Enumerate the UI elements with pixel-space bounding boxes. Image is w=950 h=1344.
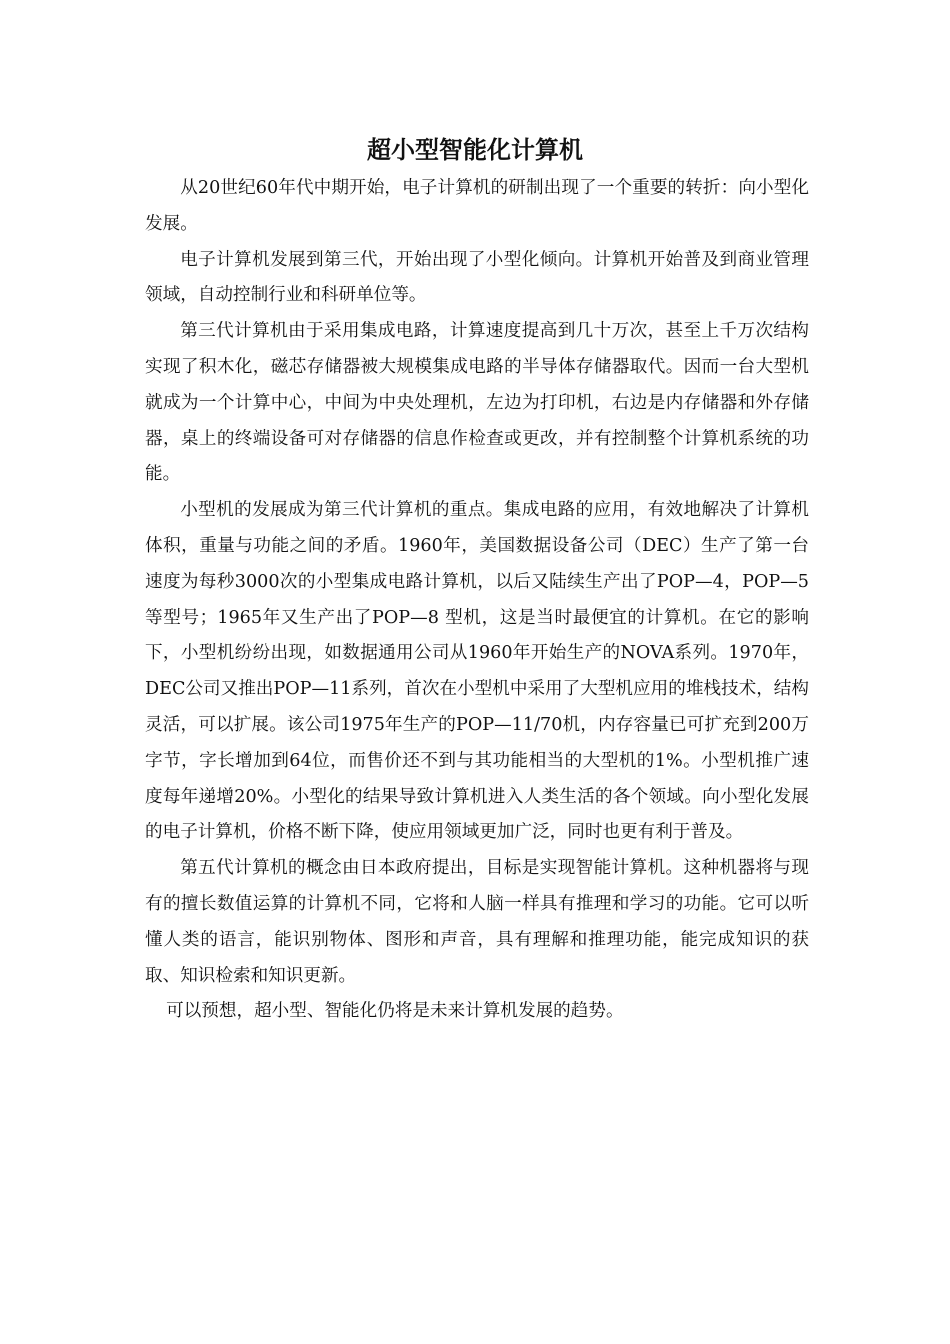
paragraph-3: 第三代计算机由于采用集成电路，计算速度提高到几十万次，甚至上千万次结构实现了积木化，磁芯存储器被大规模集成电路的半导体存储器取代。因而一台大型机就成为一个计算中心，中间为中央处理机，左边为打印机，右边是内存储器和外存储器，桌上的终端设备可对存储器的信息作检查或更改，并有控制整个计算机系统的功能。 xyxy=(145,321,809,485)
document-body xyxy=(145,171,809,1030)
document-title: 超小型智能化计算机 xyxy=(367,135,583,164)
paragraph-2: 电子计算机发展到第三代，开始出现了小型化倾向。计算机开始普及到商业管理领域，自动控制行业和科研单位等。 xyxy=(145,249,809,306)
paragraph-5: 第五代计算机的概念由日本政府提出，目标是实现智能计算机。这种机器将与现有的擅长数值运算的计算机不同，它将和人脑一样具有推理和学习的功能。它可以听懂人类的语言，能识别物体、图形和声音，具有理解和推理功能，能完成知识的获取、知识检索和知识更新。 xyxy=(145,858,809,986)
paragraph-1: 从20世纪60年代中期开始，电子计算机的研制出现了一个重要的转折：向小型化发展。 xyxy=(145,178,809,234)
paragraph-6: 可以预想，超小型、智能化仍将是未来计算机发展的趋势。 xyxy=(166,1001,624,1022)
paragraph-4: 小型机的发展成为第三代计算机的重点。集成电路的应用，有效地解决了计算机体积，重量与功能之间的矛盾。1960年，美国数据设备公司（DEC）生产了第一台速度为每秒3000次的小型集成电路计算机，以后又陆续生产出了POP—4，POP—5等型号；1965年又生产出了POP—8 型机，这是当时最便宜的计算机。在它的影响下，小型机纷纷出现，如数据通用公司从1960年开始生产的NOVA系列。1970年，DEC公司又推出POP—11系列，首次在小型机中采用了大型机应用的堆栈技术，结构灵活，可以扩展。该公司1975年生产的POP—11/70机，内存容量已可扩充到200万字节，字长增加到64位，而售价还不到与其功能相当的大型机的1%。小型机推广速度每年递增20%。小型化的结果导致计算机进入人类生活的各个领域。向小型化发展的电子计算机，价格不断下降，使应用领域更加广泛，同时也更有利于普及。 xyxy=(145,500,809,843)
